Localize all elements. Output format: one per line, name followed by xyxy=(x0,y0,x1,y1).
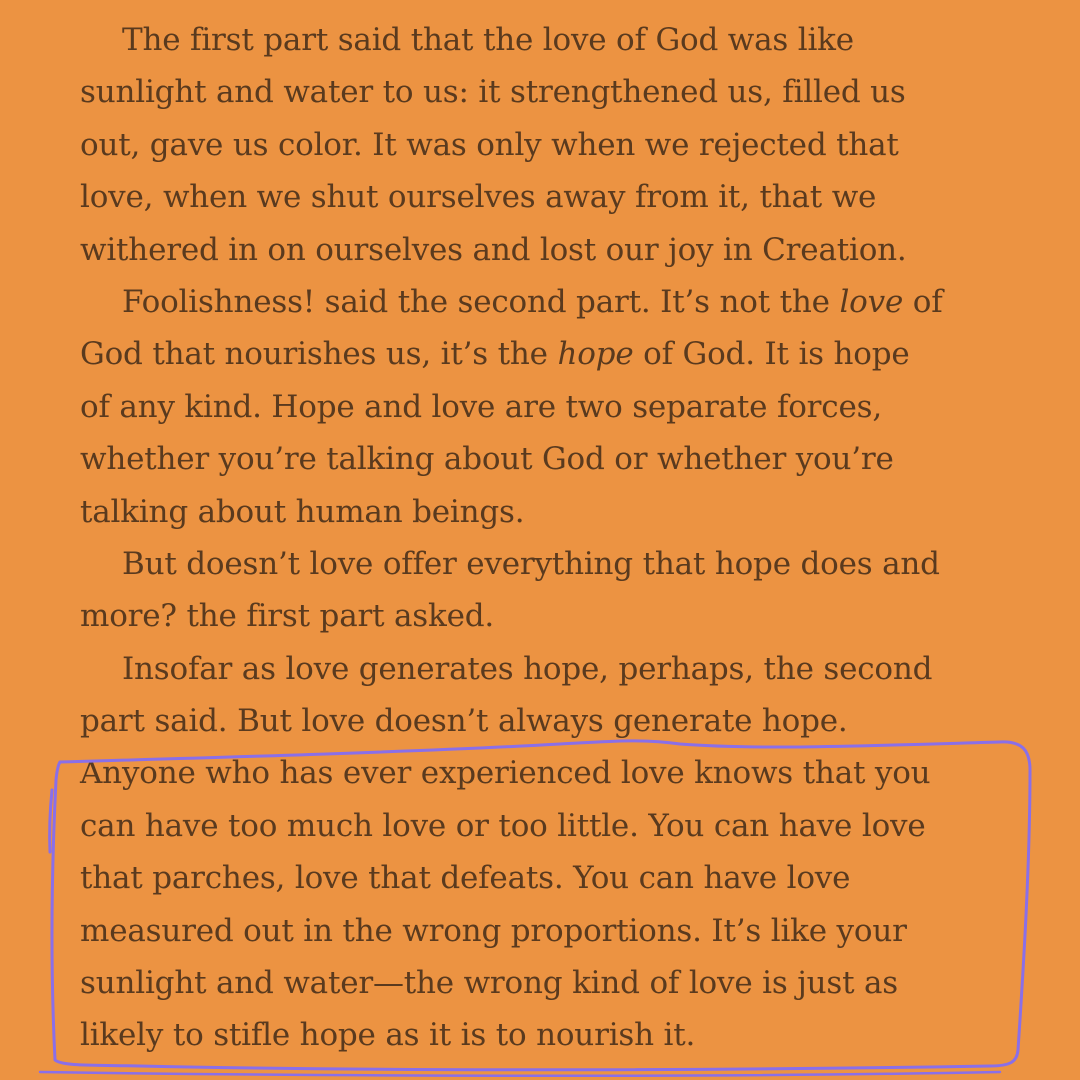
highlighted-line: Anyone who has ever experienced love knows that you xyxy=(80,755,931,792)
highlighted-line: likely to stifle hope as it is to nourish it. xyxy=(80,1017,696,1054)
text-line: But doesn’t love offer everything that hope does and xyxy=(122,545,940,582)
emphasis-love: love xyxy=(839,283,904,320)
text-segment: of xyxy=(903,283,943,320)
text-line: more? the first part asked. xyxy=(80,598,495,635)
text-line: part said. But love doesn’t always generate hope. xyxy=(80,703,848,740)
text-line: love, when we shut ourselves away from it, that we xyxy=(80,179,877,216)
text-line xyxy=(80,276,1000,328)
highlighted-line: measured out in the wrong proportions. It’s like your xyxy=(80,912,907,949)
text-line: talking about human beings. xyxy=(80,493,525,530)
text-segment: of God. It is hope xyxy=(633,336,910,373)
text-line xyxy=(80,328,1000,380)
emphasis-hope: hope xyxy=(557,336,634,373)
text-line: out, gave us color. It was only when we rejected that xyxy=(80,126,899,163)
book-text xyxy=(80,14,1000,1062)
text-segment: Foolishness! said the second part. It’s not the xyxy=(122,283,840,320)
highlighted-line: that parches, love that defeats. You can have love xyxy=(80,860,851,897)
highlight-stroke-tail xyxy=(50,790,52,852)
text-line: sunlight and water to us: it strengthened us, filled us xyxy=(80,74,906,111)
highlighted-line: can have too much love or too little. You can have love xyxy=(80,807,926,844)
text-line: withered in on ourselves and lost our joy in Creation. xyxy=(80,231,907,268)
text-line: The first part said that the love of God was like xyxy=(122,22,854,58)
text-line: Insofar as love generates hope, perhaps, the second xyxy=(122,650,933,687)
text-line: whether you’re talking about God or whether you’re xyxy=(80,441,894,478)
highlighted-passage[interactable] xyxy=(80,747,1000,1061)
highlight-stroke-bottom xyxy=(40,1072,1000,1076)
highlighted-line: sunlight and water—the wrong kind of love is just as xyxy=(80,965,898,1002)
text-segment: God that nourishes us, it’s the xyxy=(80,336,558,373)
text-line: of any kind. Hope and love are two separate forces, xyxy=(80,388,882,425)
